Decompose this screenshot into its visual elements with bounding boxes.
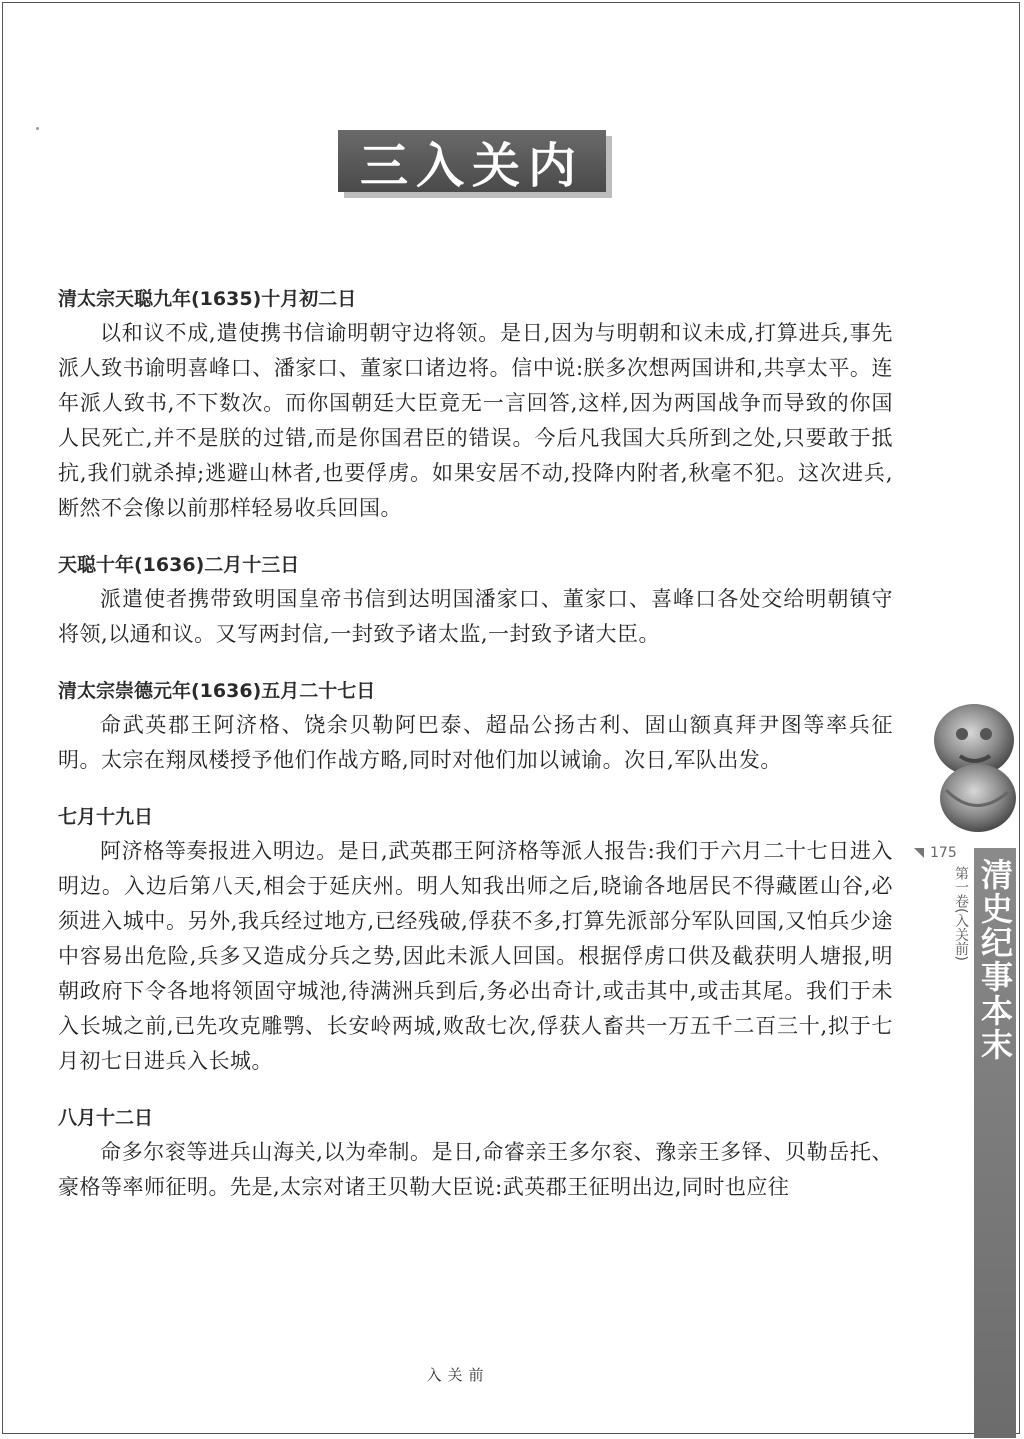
volume-label: 第一卷(入关前) — [953, 866, 969, 961]
entry-text: 命多尔衮等进兵山海关,以为牵制。是日,命睿亲王多尔衮、豫亲王多铎、贝勒岳托、豪格等率师征明。先是,太宗对诸王贝勒大臣说:武英郡王征明出边,同时也应往 — [58, 1140, 893, 1199]
entry — [58, 548, 893, 652]
entry-date: 天聪十年(1636)二月十三日 — [58, 554, 300, 576]
entry-text: 以和议不成,遣使携书信谕明朝守边将领。是日,因为与明朝和议未成,打算进兵,事先派人致书谕明喜峰口、潘家口、董家口诸边将。信中说:朕多次想两国讲和,共享太平。连年派人致书,不下数次。而你国朝廷大臣竟无一言回答,这样,因为两国战争而导致的你国人民死亡,并不是朕的过错,而是你国君臣的错误。今后凡我国大兵所到之处,只要敢于抵抗,我们就杀掉;逃避山林者,也要俘虏。如果安居不动,投降内附者,秋毫不犯。这次进兵,断然不会像以前那样轻易收兵回国。 — [58, 321, 893, 520]
scan-mark — [36, 127, 39, 130]
entry-date: 清太宗天聪九年(1635)十月初二日 — [58, 288, 357, 310]
entry-date: 清太宗崇德元年(1636)五月二十七日 — [58, 680, 376, 702]
entry — [58, 1101, 893, 1205]
stone-lion-image — [916, 700, 1020, 836]
series-title: 清史纪事本末 — [976, 858, 1014, 1062]
marker-triangle-icon — [914, 848, 924, 858]
running-footer: 入关前 — [426, 1366, 490, 1384]
main-content — [58, 282, 893, 1227]
entry-text: 命武英郡王阿济格、饶余贝勒阿巴泰、超品公扬古利、固山额真拜尹图等率兵征明。太宗在翔凤楼授予他们作战方略,同时对他们加以诫谕。次日,军队出发。 — [58, 713, 893, 772]
entry — [58, 674, 893, 778]
entry — [58, 800, 893, 1079]
entry-date: 八月十二日 — [58, 1107, 154, 1129]
page-number-text: 175 — [930, 845, 957, 861]
chapter-title: 三入关内 — [338, 130, 606, 192]
entry-text: 派遣使者携带致明国皇帝书信到达明国潘家口、董家口、喜峰口各处交给明朝镇守将领,以通和议。又写两封信,一封致予诸太监,一封致予诸大臣。 — [58, 587, 893, 646]
entry-date: 七月十九日 — [58, 806, 154, 828]
entry — [58, 282, 893, 526]
page-number — [914, 843, 974, 863]
entry-text: 阿济格等奏报进入明边。是日,武英郡王阿济格等派人报告:我们于六月二十七日进入明边。入边后第八天,相会于延庆州。明人知我出师之后,晓谕各地居民不得藏匿山谷,必须进入城中。另外,我兵经过地方,已经残破,俘获不多,打算先派部分军队回国,又怕兵少途中容易出危险,兵多又造成分兵之势,因此未派人回国。根据俘虏口供及截获明人塘报,明朝政府下令各地将领固守城池,待满洲兵到后,务必出奇计,或击其中,或击其尾。我们于未入长城之前,已先攻克雕鹗、长安岭两城,败敌七次,俘获人畜共一万五千二百三十,拟于七月初七日进兵入长城。 — [58, 839, 893, 1073]
